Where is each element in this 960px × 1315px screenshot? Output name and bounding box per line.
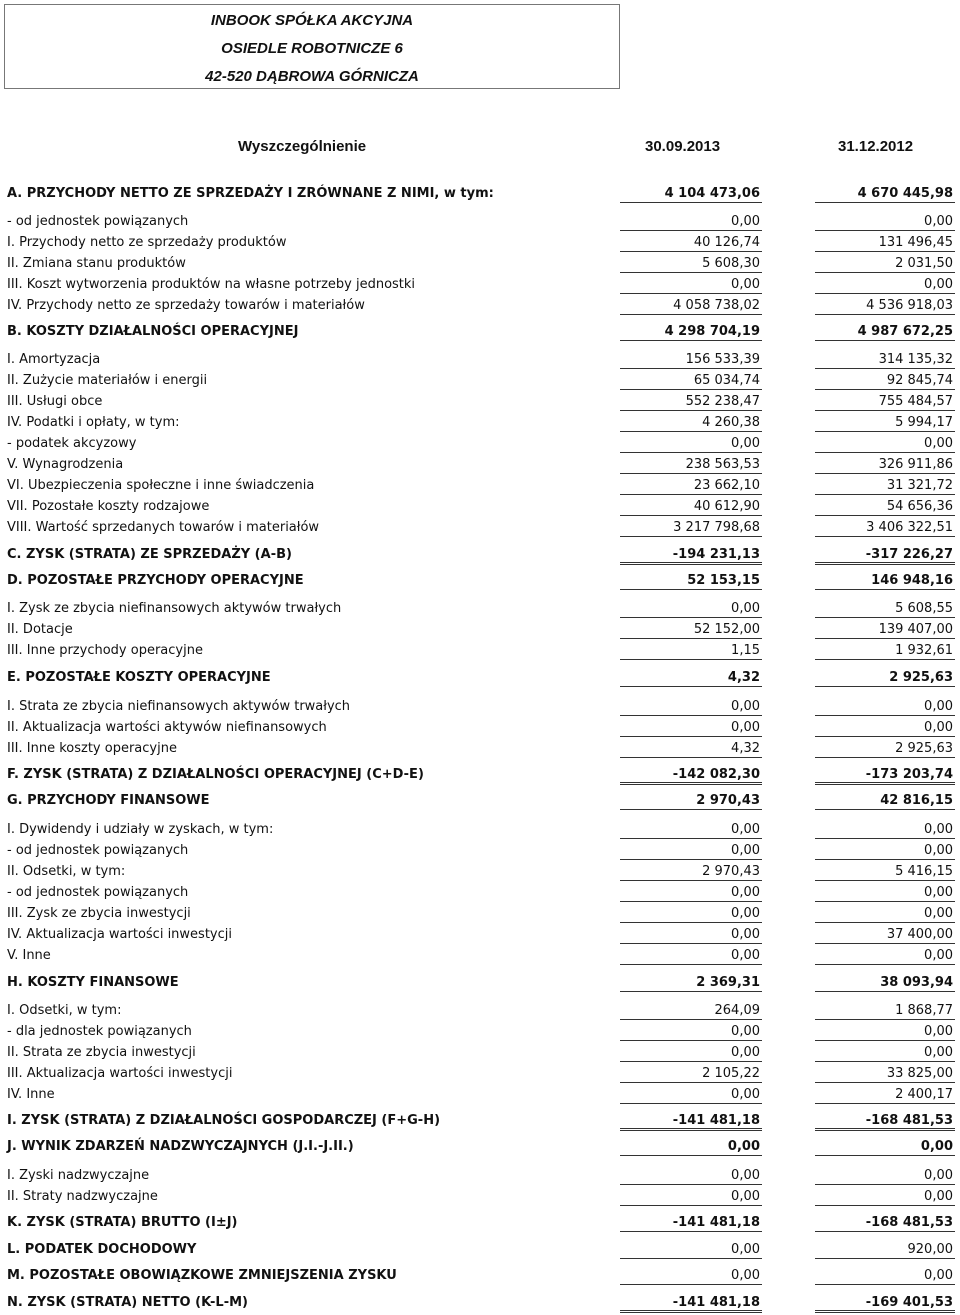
underline-2012 bbox=[815, 1128, 955, 1131]
underline-2012 bbox=[815, 452, 955, 453]
table-row bbox=[0, 434, 960, 454]
underline-2013 bbox=[620, 314, 762, 315]
underline-2012 bbox=[815, 230, 955, 231]
row-value-2013: 0,00 bbox=[731, 822, 760, 837]
underline-2013 bbox=[620, 1155, 762, 1156]
row-value-2013: -194 231,13 bbox=[672, 547, 760, 562]
row-label: I. Przychody netto ze sprzedaży produktów bbox=[7, 235, 287, 250]
underline-2012 bbox=[815, 1284, 955, 1285]
row-value-2012: 5 608,55 bbox=[895, 601, 953, 616]
row-label: J. WYNIK ZDARZEŃ NADZWYCZAJNYCH (J.I.-J.II.) bbox=[7, 1139, 354, 1154]
column-header-period-2: 31.12.2012 bbox=[838, 138, 914, 155]
underline-2012 bbox=[815, 314, 955, 315]
row-label: I. Amortyzacja bbox=[7, 352, 101, 367]
underline-2012 bbox=[815, 1019, 955, 1020]
row-value-2012: 5 994,17 bbox=[895, 415, 953, 430]
table-row bbox=[0, 841, 960, 861]
row-label: VII. Pozostałe koszty rodzajowe bbox=[7, 499, 210, 514]
row-value-2013: 23 662,10 bbox=[693, 478, 760, 493]
underline-2013 bbox=[620, 715, 762, 716]
company-name: INBOOK SPÓŁKA AKCYJNA bbox=[210, 12, 414, 29]
row-value-2013: 0,00 bbox=[731, 720, 760, 735]
underline-2013 bbox=[620, 251, 762, 252]
underline-2013 bbox=[620, 809, 762, 810]
underline-2012 bbox=[815, 494, 955, 495]
row-value-2012: 0,00 bbox=[924, 885, 953, 900]
underline-2012 bbox=[815, 272, 955, 273]
underline-2012 bbox=[815, 589, 955, 590]
underline-2012 bbox=[815, 736, 955, 737]
row-value-2012: 0,00 bbox=[920, 1139, 953, 1154]
row-value-2012: 0,00 bbox=[924, 906, 953, 921]
row-label: II. Zmiana stanu produktów bbox=[7, 256, 186, 271]
column-header-label: Wyszczególnienie bbox=[238, 138, 367, 155]
underline-2012 bbox=[815, 922, 955, 923]
table-row bbox=[0, 545, 960, 565]
row-label: - od jednostek powiązanych bbox=[7, 843, 189, 858]
underline-2012 bbox=[815, 901, 955, 902]
row-value-2012: -168 481,53 bbox=[865, 1113, 953, 1128]
row-label: I. Zyski nadzwyczajne bbox=[7, 1168, 150, 1183]
row-label: II. Strata ze zbycia inwestycji bbox=[7, 1045, 196, 1060]
table-row bbox=[0, 1293, 960, 1313]
underline-2012 bbox=[815, 617, 955, 618]
row-label: D. POZOSTAŁE PRZYCHODY OPERACYJNE bbox=[7, 573, 304, 588]
table-row bbox=[0, 791, 960, 811]
underline-2013 bbox=[620, 736, 762, 737]
row-value-2012: 0,00 bbox=[924, 1045, 953, 1060]
underline-2012 bbox=[815, 757, 955, 758]
row-value-2013: 552 238,47 bbox=[685, 394, 760, 409]
table-row bbox=[0, 668, 960, 688]
row-value-2013: 4 298 704,19 bbox=[664, 324, 760, 339]
row-value-2013: 4 104 473,06 bbox=[664, 186, 760, 201]
table-row bbox=[0, 1266, 960, 1286]
row-value-2013: 0,00 bbox=[727, 1139, 760, 1154]
underline-2013 bbox=[620, 943, 762, 944]
underline-2013 bbox=[620, 1258, 762, 1259]
row-value-2012: 1 868,77 bbox=[895, 1003, 953, 1018]
row-value-2012: 54 656,36 bbox=[886, 499, 953, 514]
row-value-2013: 0,00 bbox=[731, 277, 760, 292]
underline-2012 bbox=[815, 880, 955, 881]
table-row bbox=[0, 641, 960, 661]
table-row bbox=[0, 571, 960, 591]
underline-2013 bbox=[620, 368, 762, 369]
row-value-2013: 5 608,30 bbox=[702, 256, 760, 271]
row-value-2012: 3 406 322,51 bbox=[866, 520, 953, 535]
underline-2013 bbox=[620, 901, 762, 902]
row-value-2012: 1 932,61 bbox=[895, 643, 953, 658]
table-row bbox=[0, 476, 960, 496]
underline-2013 bbox=[620, 1040, 762, 1041]
row-value-2012: -168 481,53 bbox=[865, 1215, 953, 1230]
table-row bbox=[0, 765, 960, 785]
row-label: - dla jednostek powiązanych bbox=[7, 1024, 192, 1039]
row-value-2013: 156 533,39 bbox=[685, 352, 760, 367]
row-value-2013: -142 082,30 bbox=[672, 767, 760, 782]
underline-2012 bbox=[815, 659, 955, 660]
row-value-2012: 37 400,00 bbox=[886, 927, 953, 942]
table-row bbox=[0, 455, 960, 475]
row-value-2013: 264,09 bbox=[714, 1003, 760, 1018]
table-row bbox=[0, 518, 960, 538]
underline-2013 bbox=[620, 1019, 762, 1020]
underline-2012 bbox=[815, 410, 955, 411]
underline-2012 bbox=[815, 809, 955, 810]
table-row bbox=[0, 946, 960, 966]
table-row bbox=[0, 1001, 960, 1021]
row-value-2013: -141 481,18 bbox=[672, 1215, 760, 1230]
underline-2012 bbox=[815, 838, 955, 839]
row-value-2012: 2 925,63 bbox=[895, 741, 953, 756]
underline-2013 bbox=[620, 1128, 762, 1131]
table-row bbox=[0, 212, 960, 232]
row-value-2013: 4,32 bbox=[731, 741, 760, 756]
underline-2013 bbox=[620, 880, 762, 881]
row-value-2012: 2 925,63 bbox=[889, 670, 953, 685]
row-label: H. KOSZTY FINANSOWE bbox=[7, 975, 179, 990]
row-value-2013: 2 970,43 bbox=[702, 864, 760, 879]
row-label: L. PODATEK DOCHODOWY bbox=[7, 1242, 197, 1257]
table-row bbox=[0, 599, 960, 619]
row-label: II. Odsetki, w tym: bbox=[7, 864, 126, 879]
row-label: G. PRZYCHODY FINANSOWE bbox=[7, 793, 210, 808]
company-address: OSIEDLE ROBOTNICZE 6 bbox=[221, 40, 403, 57]
table-row bbox=[0, 973, 960, 993]
underline-2013 bbox=[620, 473, 762, 474]
underline-2013 bbox=[620, 638, 762, 639]
row-value-2013: 3 217 798,68 bbox=[673, 520, 760, 535]
underline-2013 bbox=[620, 452, 762, 453]
row-value-2012: 326 911,86 bbox=[878, 457, 953, 472]
underline-2013 bbox=[620, 272, 762, 273]
row-value-2013: 40 612,90 bbox=[693, 499, 760, 514]
table-row bbox=[0, 820, 960, 840]
underline-2012 bbox=[815, 293, 955, 294]
underline-2012 bbox=[815, 1231, 955, 1232]
underline-2013 bbox=[620, 617, 762, 618]
company-city: 42-520 DĄBROWA GÓRNICZA bbox=[205, 68, 419, 85]
row-value-2012: 2 400,17 bbox=[895, 1087, 953, 1102]
row-label: - od jednostek powiązanych bbox=[7, 885, 189, 900]
row-label: VI. Ubezpieczenia społeczne i inne świadczenia bbox=[7, 478, 315, 493]
row-value-2012: 146 948,16 bbox=[871, 573, 953, 588]
row-value-2012: 31 321,72 bbox=[886, 478, 953, 493]
row-label: III. Inne koszty operacyjne bbox=[7, 741, 177, 756]
row-label: I. Strata ze zbycia niefinansowych aktywów trwałych bbox=[7, 699, 351, 714]
underline-2013 bbox=[620, 838, 762, 839]
row-label: II. Dotacje bbox=[7, 622, 73, 637]
row-value-2012: 0,00 bbox=[924, 214, 953, 229]
table-row bbox=[0, 1064, 960, 1084]
underline-2012 bbox=[815, 202, 955, 203]
row-label: VIII. Wartość sprzedanych towarów i materiałów bbox=[7, 520, 320, 535]
row-value-2013: 52 152,00 bbox=[693, 622, 760, 637]
table-row bbox=[0, 350, 960, 370]
table-row bbox=[0, 1085, 960, 1105]
row-value-2012: 0,00 bbox=[924, 699, 953, 714]
row-value-2013: 0,00 bbox=[731, 906, 760, 921]
row-value-2012: -317 226,27 bbox=[865, 547, 953, 562]
table-row bbox=[0, 697, 960, 717]
row-value-2013: -141 481,18 bbox=[672, 1295, 760, 1310]
underline-2013 bbox=[620, 293, 762, 294]
row-value-2013: 0,00 bbox=[731, 1024, 760, 1039]
row-value-2012: 5 416,15 bbox=[895, 864, 953, 879]
underline-2013 bbox=[620, 757, 762, 758]
row-value-2012: 0,00 bbox=[924, 277, 953, 292]
underline-2012 bbox=[815, 340, 955, 341]
underline-2012 bbox=[815, 964, 955, 965]
underline-2013 bbox=[620, 562, 762, 565]
row-label: I. Dywidendy i udziały w zyskach, w tym: bbox=[7, 822, 274, 837]
row-label: N. ZYSK (STRATA) NETTO (K-L-M) bbox=[7, 1295, 248, 1310]
row-label: III. Zysk ze zbycia inwestycji bbox=[7, 906, 191, 921]
row-value-2013: 0,00 bbox=[731, 601, 760, 616]
row-value-2013: 4,32 bbox=[727, 670, 760, 685]
row-value-2013: 0,00 bbox=[731, 1087, 760, 1102]
table-row bbox=[0, 620, 960, 640]
underline-2013 bbox=[620, 494, 762, 495]
underline-2012 bbox=[815, 1205, 955, 1206]
table-row bbox=[0, 296, 960, 316]
row-value-2013: 2 369,31 bbox=[696, 975, 760, 990]
row-value-2013: 4 058 738,02 bbox=[673, 298, 760, 313]
underline-2013 bbox=[620, 589, 762, 590]
underline-2012 bbox=[815, 1103, 955, 1104]
row-value-2012: 33 825,00 bbox=[886, 1066, 953, 1081]
row-value-2012: 314 135,32 bbox=[878, 352, 953, 367]
table-row bbox=[0, 275, 960, 295]
row-label: K. ZYSK (STRATA) BRUTTO (I±J) bbox=[7, 1215, 238, 1230]
row-label: IV. Aktualizacja wartości inwestycji bbox=[7, 927, 232, 942]
table-row bbox=[0, 1022, 960, 1042]
row-value-2013: 0,00 bbox=[731, 214, 760, 229]
table-row bbox=[0, 883, 960, 903]
underline-2013 bbox=[620, 1284, 762, 1285]
row-value-2012: 42 816,15 bbox=[880, 793, 953, 808]
row-label: V. Inne bbox=[7, 948, 51, 963]
underline-2012 bbox=[815, 859, 955, 860]
row-value-2012: 4 670 445,98 bbox=[857, 186, 953, 201]
row-label: II. Straty nadzwyczajne bbox=[7, 1189, 158, 1204]
row-value-2012: 0,00 bbox=[924, 843, 953, 858]
row-value-2012: 755 484,57 bbox=[878, 394, 953, 409]
underline-2013 bbox=[620, 1310, 762, 1313]
row-value-2013: 40 126,74 bbox=[693, 235, 760, 250]
underline-2012 bbox=[815, 431, 955, 432]
table-row bbox=[0, 904, 960, 924]
underline-2012 bbox=[815, 1082, 955, 1083]
row-label: III. Koszt wytworzenia produktów na własne potrzeby jednostki bbox=[7, 277, 416, 292]
underline-2012 bbox=[815, 991, 955, 992]
table-row bbox=[0, 233, 960, 253]
underline-2013 bbox=[620, 1231, 762, 1232]
row-value-2013: 52 153,15 bbox=[687, 573, 760, 588]
column-header-period-1: 30.09.2013 bbox=[645, 138, 721, 155]
row-value-2013: -141 481,18 bbox=[672, 1113, 760, 1128]
underline-2013 bbox=[620, 536, 762, 537]
row-label: III. Inne przychody operacyjne bbox=[7, 643, 203, 658]
table-row bbox=[0, 497, 960, 517]
underline-2012 bbox=[815, 1155, 955, 1156]
underline-2013 bbox=[620, 410, 762, 411]
row-value-2012: 0,00 bbox=[924, 948, 953, 963]
underline-2013 bbox=[620, 1082, 762, 1083]
row-value-2012: 38 093,94 bbox=[880, 975, 953, 990]
table-row bbox=[0, 371, 960, 391]
row-value-2013: 238 563,53 bbox=[685, 457, 760, 472]
row-value-2012: 0,00 bbox=[924, 720, 953, 735]
row-value-2012: 4 536 918,03 bbox=[866, 298, 953, 313]
row-value-2013: 0,00 bbox=[731, 1045, 760, 1060]
underline-2012 bbox=[815, 943, 955, 944]
row-label: M. POZOSTAŁE OBOWIĄZKOWE ZMNIEJSZENIA ZYSKU bbox=[7, 1268, 397, 1283]
underline-2013 bbox=[620, 859, 762, 860]
row-value-2013: 0,00 bbox=[731, 885, 760, 900]
underline-2012 bbox=[815, 638, 955, 639]
underline-2013 bbox=[620, 1103, 762, 1104]
underline-2013 bbox=[620, 431, 762, 432]
row-value-2012: 0,00 bbox=[924, 1024, 953, 1039]
row-value-2013: 0,00 bbox=[731, 948, 760, 963]
row-value-2012: -169 401,53 bbox=[865, 1295, 953, 1310]
row-label: E. POZOSTAŁE KOSZTY OPERACYJNE bbox=[7, 670, 271, 685]
underline-2013 bbox=[620, 686, 762, 687]
table-row bbox=[0, 862, 960, 882]
underline-2012 bbox=[815, 782, 955, 785]
underline-2012 bbox=[815, 562, 955, 565]
row-value-2012: 0,00 bbox=[924, 822, 953, 837]
row-label: I. Zysk ze zbycia niefinansowych aktywów trwałych bbox=[7, 601, 342, 616]
underline-2012 bbox=[815, 1061, 955, 1062]
underline-2013 bbox=[620, 340, 762, 341]
row-value-2013: 1,15 bbox=[731, 643, 760, 658]
row-label: II. Aktualizacja wartości aktywów niefinansowych bbox=[7, 720, 327, 735]
row-value-2012: 139 407,00 bbox=[878, 622, 953, 637]
underline-2013 bbox=[620, 659, 762, 660]
table-row bbox=[0, 1213, 960, 1233]
row-label: II. Zużycie materiałów i energii bbox=[7, 373, 208, 388]
row-value-2013: 0,00 bbox=[731, 843, 760, 858]
underline-2013 bbox=[620, 782, 762, 785]
row-value-2012: 4 987 672,25 bbox=[857, 324, 953, 339]
table-row bbox=[0, 718, 960, 738]
underline-2012 bbox=[815, 389, 955, 390]
row-value-2012: 92 845,74 bbox=[886, 373, 953, 388]
row-label: F. ZYSK (STRATA) Z DZIAŁALNOŚCI OPERACYJNEJ (C+D-E) bbox=[7, 767, 424, 782]
row-value-2013: 4 260,38 bbox=[702, 415, 760, 430]
underline-2013 bbox=[620, 991, 762, 992]
underline-2013 bbox=[620, 515, 762, 516]
table-row bbox=[0, 925, 960, 945]
row-value-2012: 0,00 bbox=[924, 1168, 953, 1183]
row-label: - od jednostek powiązanych bbox=[7, 214, 189, 229]
row-value-2013: 0,00 bbox=[731, 699, 760, 714]
table-row bbox=[0, 413, 960, 433]
row-label: - podatek akcyzowy bbox=[7, 436, 137, 451]
row-value-2013: 0,00 bbox=[731, 1168, 760, 1183]
underline-2012 bbox=[815, 251, 955, 252]
table-row bbox=[0, 322, 960, 342]
underline-2012 bbox=[815, 1310, 955, 1313]
row-label: V. Wynagrodzenia bbox=[7, 457, 124, 472]
table-row bbox=[0, 1137, 960, 1157]
underline-2013 bbox=[620, 1061, 762, 1062]
underline-2012 bbox=[815, 1184, 955, 1185]
underline-2012 bbox=[815, 473, 955, 474]
row-label: I. ZYSK (STRATA) Z DZIAŁALNOŚCI GOSPODARCZEJ (F+G-H) bbox=[7, 1113, 441, 1128]
row-label: IV. Inne bbox=[7, 1087, 55, 1102]
underline-2013 bbox=[620, 389, 762, 390]
underline-2012 bbox=[815, 1258, 955, 1259]
row-value-2013: 0,00 bbox=[731, 436, 760, 451]
row-value-2012: 0,00 bbox=[924, 436, 953, 451]
row-value-2012: 920,00 bbox=[907, 1242, 953, 1257]
row-value-2012: 0,00 bbox=[924, 1189, 953, 1204]
row-value-2013: 0,00 bbox=[731, 1189, 760, 1204]
row-value-2013: 0,00 bbox=[731, 1268, 760, 1283]
row-label: III. Aktualizacja wartości inwestycji bbox=[7, 1066, 233, 1081]
underline-2012 bbox=[815, 515, 955, 516]
underline-2012 bbox=[815, 1040, 955, 1041]
underline-2012 bbox=[815, 536, 955, 537]
row-value-2012: 131 496,45 bbox=[878, 235, 953, 250]
table-row bbox=[0, 1166, 960, 1186]
row-label: A. PRZYCHODY NETTO ZE SPRZEDAŻY I ZRÓWNANE Z NIMI, w tym: bbox=[7, 186, 494, 201]
row-label: IV. Przychody netto ze sprzedaży towarów i materiałów bbox=[7, 298, 365, 313]
row-label: C. ZYSK (STRATA) ZE SPRZEDAŻY (A-B) bbox=[7, 547, 292, 562]
table-row bbox=[0, 1240, 960, 1260]
row-label: III. Usługi obce bbox=[7, 394, 103, 409]
row-value-2012: 2 031,50 bbox=[895, 256, 953, 271]
underline-2013 bbox=[620, 922, 762, 923]
table-row bbox=[0, 254, 960, 274]
table-row bbox=[0, 1187, 960, 1207]
underline-2012 bbox=[815, 368, 955, 369]
underline-2013 bbox=[620, 964, 762, 965]
underline-2013 bbox=[620, 1184, 762, 1185]
underline-2013 bbox=[620, 230, 762, 231]
table-row bbox=[0, 392, 960, 412]
underline-2012 bbox=[815, 686, 955, 687]
underline-2012 bbox=[815, 715, 955, 716]
table-row bbox=[0, 1111, 960, 1131]
row-value-2013: 0,00 bbox=[731, 1242, 760, 1257]
underline-2013 bbox=[620, 202, 762, 203]
row-label: IV. Podatki i opłaty, w tym: bbox=[7, 415, 180, 430]
row-value-2013: 2 970,43 bbox=[696, 793, 760, 808]
table-row bbox=[0, 184, 960, 204]
row-label: B. KOSZTY DZIAŁALNOŚCI OPERACYJNEJ bbox=[7, 324, 299, 339]
table-row bbox=[0, 1043, 960, 1063]
row-value-2013: 2 105,22 bbox=[702, 1066, 760, 1081]
underline-2013 bbox=[620, 1205, 762, 1206]
row-value-2012: 0,00 bbox=[924, 1268, 953, 1283]
row-value-2012: -173 203,74 bbox=[865, 767, 953, 782]
row-value-2013: 0,00 bbox=[731, 927, 760, 942]
row-label: I. Odsetki, w tym: bbox=[7, 1003, 122, 1018]
row-value-2013: 65 034,74 bbox=[693, 373, 760, 388]
table-row bbox=[0, 739, 960, 759]
